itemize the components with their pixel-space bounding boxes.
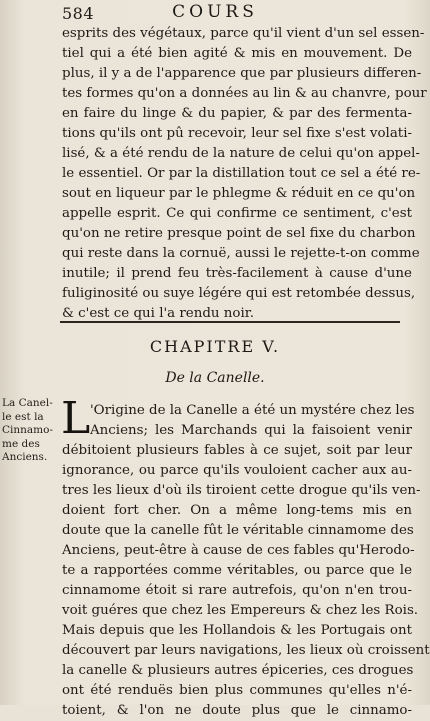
text-line: fuliginosité ou suye légére qui est retombée dessus,: [62, 286, 416, 301]
chapter-subtitle: De la Canelle.: [165, 370, 265, 386]
page-number: 584: [62, 4, 95, 23]
text-line: inutile; il prend feu très-facilement à cause d'une: [62, 266, 412, 281]
text-line: appelle esprit. Ce qui confirme ce sentiment, c'est: [62, 206, 412, 221]
drop-cap: L: [61, 393, 91, 444]
text-line: voit guéres que chez les Empereurs & chez les Rois.: [62, 603, 419, 618]
text-line: la canelle & plusieurs autres épiceries, ces drogues: [62, 663, 414, 678]
text-line: esprits des végétaux, parce qu'il vient d'un sel essen-: [62, 26, 425, 41]
text-line: plus, il y a de l'apparence que par plusieurs differen-: [62, 66, 422, 81]
text-line: sout en liqueur par le phlegme & réduit en ce qu'on: [62, 186, 416, 201]
margin-note: [2, 397, 54, 465]
section-divider: [60, 321, 400, 323]
text-line: tiel qui a été bien agité & mis en mouvement. De: [62, 46, 412, 61]
text-line: toient, & l'on ne doute plus que le cinnamo-: [62, 703, 412, 718]
text-line: lisé, & a été rendu de la nature de celui qu'on appel-: [62, 146, 420, 161]
margin-note-line: me des: [2, 437, 40, 450]
text-line-last: & c'est ce qui l'a rendu noir.: [62, 306, 254, 321]
text-line: Mais depuis que les Hollandois & les Portugais ont: [62, 623, 412, 638]
text-line: qu'on ne retire presque point de sel fixe du charbon: [62, 226, 416, 241]
text-line: ignorance, ou parce qu'ils vouloient cacher aux au-: [62, 463, 412, 478]
text-line: cinnamome étoit si rare autrefois, qu'on n'en trou-: [62, 583, 412, 598]
text-line: le essentiel. Or par la distillation tout ce sel a été re-: [62, 166, 421, 181]
text-line: Anciens; les Marchands qui la faisoient venir: [90, 423, 412, 438]
text-line: découvert par leurs navigations, les lieux où croissent: [62, 643, 430, 658]
chapter-title: CHAPITRE V.: [149, 337, 281, 356]
margin-note-line: le est la: [2, 410, 44, 423]
text-line: tres les lieux d'où ils tiroient cette drogue qu'ils ven-: [62, 483, 421, 498]
text-line: débitoient plusieurs fables à ce sujet, soit par leur: [62, 443, 412, 458]
text-line: tes formes qu'on a données au lin & au chanvre, pour: [62, 86, 427, 101]
running-title: COURS: [172, 2, 258, 22]
text-line: te a rapportées comme véritables, ou parce que le: [62, 563, 412, 578]
margin-note-line: Cinnamo-: [2, 424, 54, 436]
text-line: 'Origine de la Canelle a été un mystére chez les: [90, 403, 415, 418]
text-line: doute que la canelle fût le véritable cinnamome des: [62, 523, 414, 538]
margin-note-line: Anciens.: [2, 451, 48, 463]
text-line: en faire du linge & du papier, & par des fermenta-: [62, 106, 412, 121]
text-line: qui reste dans la cornuë, aussi le rejette-t-on comme: [62, 246, 420, 261]
text-line: Anciens, peut-être à cause de ces fables qu'Herodo-: [62, 543, 415, 558]
text-line: tions qu'ils ont pû recevoir, leur sel fixe s'est volati-: [62, 126, 412, 141]
text-line: doient fort cher. On a même long-tems mis en: [62, 503, 412, 518]
page-header: [0, 2, 430, 24]
text-line: ont été renduës bien plus communes qu'elles n'é-: [62, 683, 412, 698]
margin-note-line: La Canel-: [2, 397, 53, 409]
